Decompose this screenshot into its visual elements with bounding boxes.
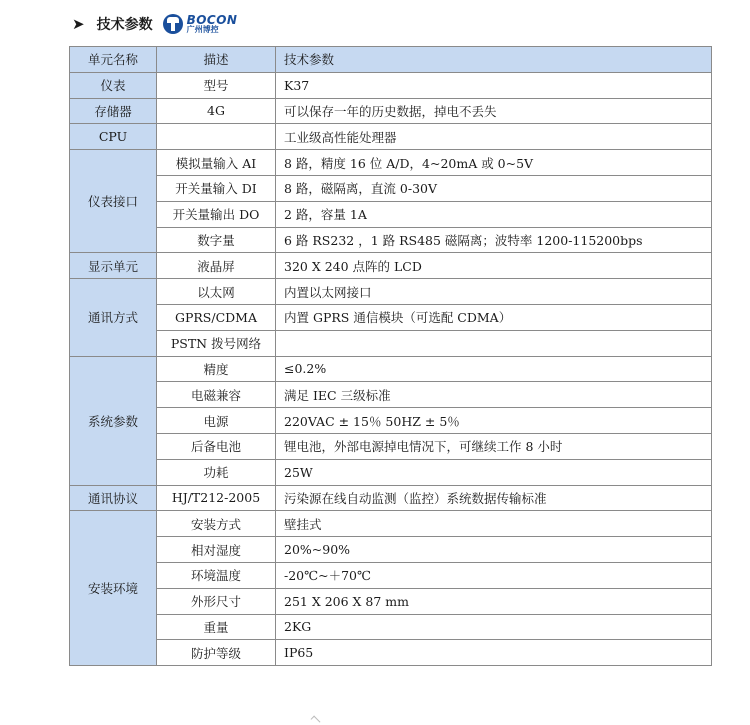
spec-value-cell: 6 路 RS232 ，1 路 RS485 磁隔离；波特率 1200-115200bps <box>276 227 712 253</box>
unit-name-cell: 仪表 <box>70 72 157 98</box>
table-row <box>70 124 712 150</box>
spec-value-cell: 可以保存一年的历史数据，掉电不丢失 <box>276 98 712 124</box>
description-cell: 功耗 <box>157 459 276 485</box>
description-cell: 开关量输入 DI <box>157 175 276 201</box>
description-cell: GPRS/CDMA <box>157 304 276 330</box>
table-row <box>70 459 712 485</box>
section-title: 技术参数 <box>96 17 153 33</box>
spec-value-cell: 220VAC ± 15％ 50HZ ± 5％ <box>276 408 712 434</box>
table-row <box>70 408 712 434</box>
spec-value-cell: K37 <box>276 72 712 98</box>
logo-text-en: BOCON <box>186 13 238 27</box>
table-row <box>70 433 712 459</box>
spec-table <box>69 46 712 666</box>
spec-value-cell <box>276 330 712 356</box>
spec-value-cell: 25W <box>276 459 712 485</box>
description-cell: 以太网 <box>157 279 276 305</box>
table-row <box>70 588 712 614</box>
table-row <box>70 382 712 408</box>
unit-name-cell: 仪表接口 <box>70 150 157 253</box>
spec-value-cell: 工业级高性能处理器 <box>276 124 712 150</box>
description-cell: 外形尺寸 <box>157 588 276 614</box>
table-row <box>70 537 712 563</box>
bocon-logo-icon <box>163 14 183 34</box>
spec-value-cell: 内置以太网接口 <box>276 279 712 305</box>
table-row <box>70 356 712 382</box>
header-tech-params: 技术参数 <box>276 47 712 73</box>
description-cell: 重量 <box>157 614 276 640</box>
table-row <box>70 201 712 227</box>
table-row <box>70 485 712 511</box>
table-row <box>70 175 712 201</box>
description-cell: 4G <box>157 98 276 124</box>
spec-value-cell: 8 路，精度 16 位 A/D，4~20mA 或 0~5V <box>276 150 712 176</box>
spec-value-cell: -20℃~＋70℃ <box>276 562 712 588</box>
bocon-logo <box>163 14 238 34</box>
table-row <box>70 98 712 124</box>
table-row <box>70 614 712 640</box>
description-cell: 电源 <box>157 408 276 434</box>
section-header <box>72 12 237 36</box>
spec-value-cell: 2 路，容量 1A <box>276 201 712 227</box>
description-cell: 型号 <box>157 72 276 98</box>
spec-value-cell: 8 路，磁隔离，直流 0-30V <box>276 175 712 201</box>
table-row <box>70 330 712 356</box>
unit-name-cell: 存储器 <box>70 98 157 124</box>
spec-value-cell: 251 X 206 X 87 mm <box>276 588 712 614</box>
spec-value-cell: 320 X 240 点阵的 LCD <box>276 253 712 279</box>
arrow-bullet-icon: ➤ <box>72 15 85 33</box>
header-description: 描述 <box>157 47 276 73</box>
description-cell: 数字量 <box>157 227 276 253</box>
description-cell: 安装方式 <box>157 511 276 537</box>
spec-value-cell: 2KG <box>276 614 712 640</box>
unit-name-cell: 安装环境 <box>70 511 157 666</box>
description-cell: PSTN 拨号网络 <box>157 330 276 356</box>
description-cell: 环境温度 <box>157 562 276 588</box>
spec-value-cell: 锂电池，外部电源掉电情况下，可继续工作 8 小时 <box>276 433 712 459</box>
table-row <box>70 253 712 279</box>
description-cell: 防护等级 <box>157 640 276 666</box>
table-row <box>70 150 712 176</box>
spec-value-cell: 内置 GPRS 通信模块（可选配 CDMA） <box>276 304 712 330</box>
unit-name-cell: 显示单元 <box>70 253 157 279</box>
description-cell: 开关量输出 DO <box>157 201 276 227</box>
unit-name-cell: 通讯方式 <box>70 279 157 356</box>
spec-value-cell: 满足 IEC 三级标准 <box>276 382 712 408</box>
description-cell: 精度 <box>157 356 276 382</box>
table-row <box>70 304 712 330</box>
header-unit-name: 单元名称 <box>70 47 157 73</box>
unit-name-cell: 系统参数 <box>70 356 157 485</box>
description-cell: 电磁兼容 <box>157 382 276 408</box>
description-cell: 模拟量输入 AI <box>157 150 276 176</box>
description-cell <box>157 124 276 150</box>
spec-value-cell: ≤0.2% <box>276 356 712 382</box>
unit-name-cell: 通讯协议 <box>70 485 157 511</box>
table-header-row <box>70 47 712 73</box>
table-row <box>70 279 712 305</box>
spec-value-cell: IP65 <box>276 640 712 666</box>
description-cell: 液晶屏 <box>157 253 276 279</box>
description-cell: 相对湿度 <box>157 537 276 563</box>
logo-text-cn: 广州博控 <box>186 25 219 34</box>
spec-value-cell: 20%~90% <box>276 537 712 563</box>
table-row <box>70 511 712 537</box>
table-row <box>70 562 712 588</box>
spec-value-cell: 污染源在线自动监测（监控）系统数据传输标准 <box>276 485 712 511</box>
table-row <box>70 640 712 666</box>
description-cell: HJ/T212-2005 <box>157 485 276 511</box>
description-cell: 后备电池 <box>157 433 276 459</box>
scroll-hint-icon <box>311 716 321 725</box>
unit-name-cell: CPU <box>70 124 157 150</box>
table-row <box>70 227 712 253</box>
table-row <box>70 72 712 98</box>
spec-value-cell: 壁挂式 <box>276 511 712 537</box>
